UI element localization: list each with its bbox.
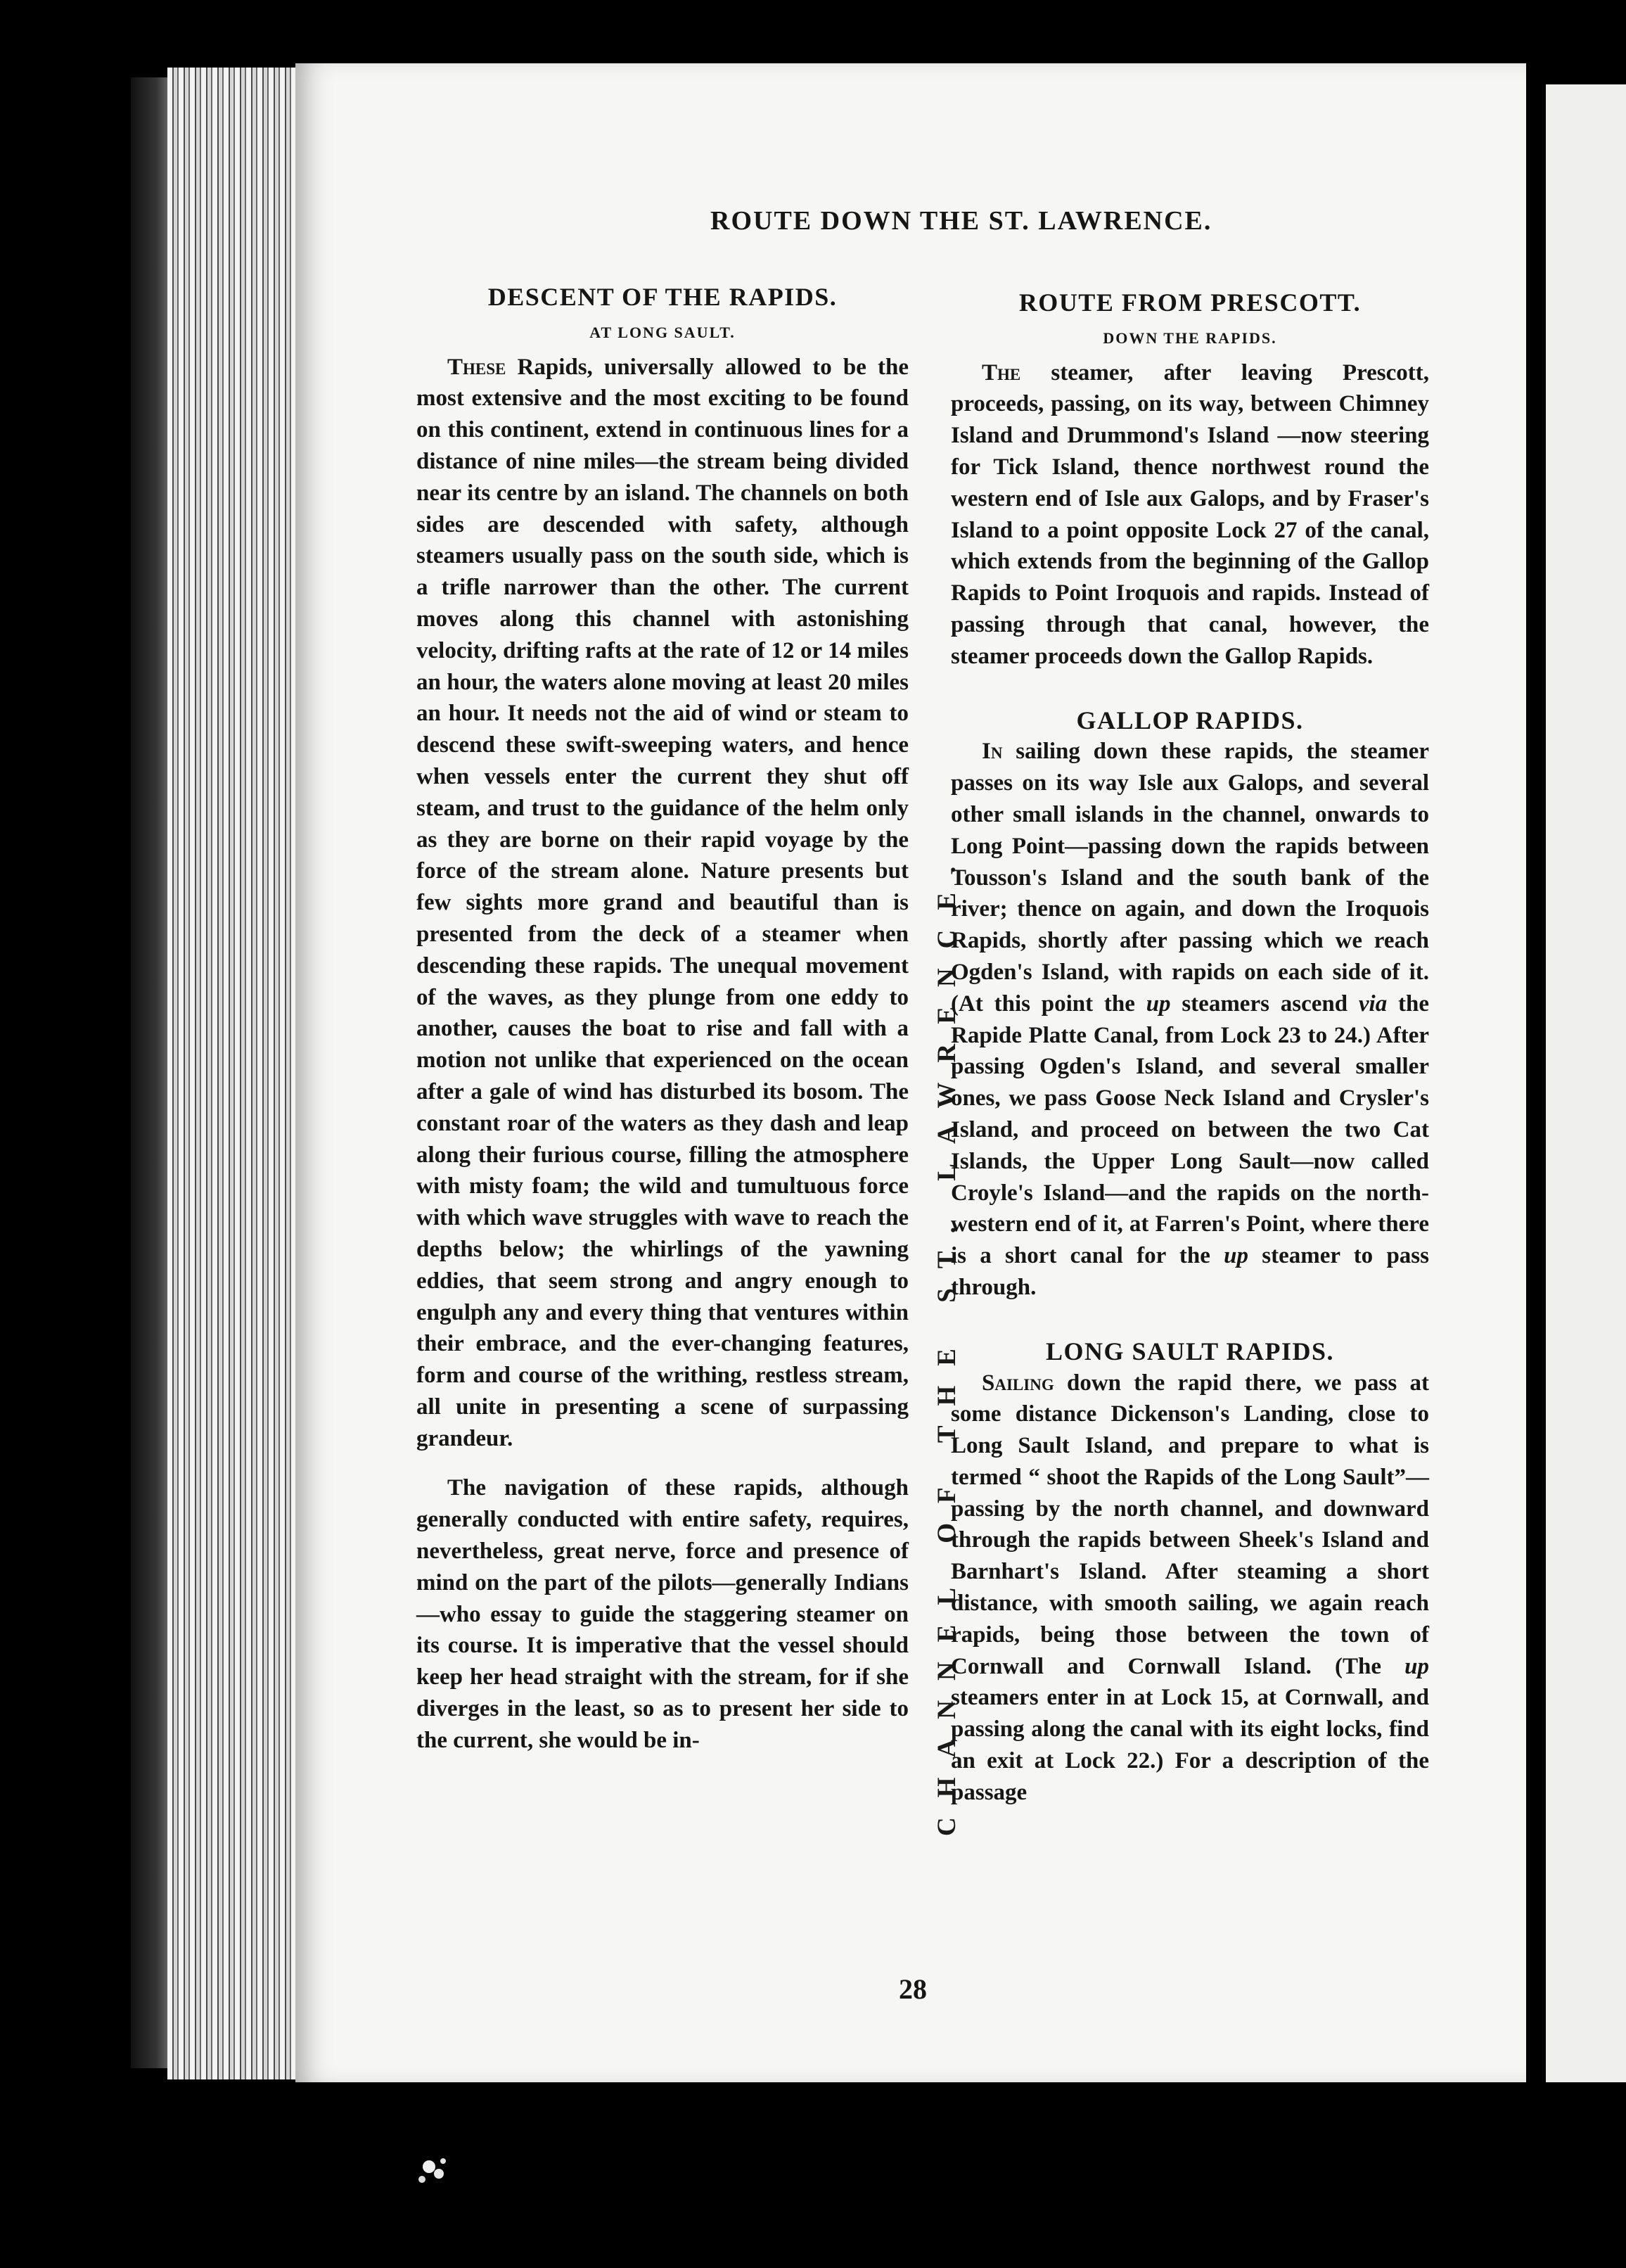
page-number: 28 [899,1973,927,2005]
book-spine-shadow [131,77,173,2068]
right-heading-3: LONG SAULT RAPIDS. [1045,1337,1335,1365]
right-paragraph-1 [951,357,1429,673]
right-para2-c: the Rapide Platte Canal, from Lock 23 to 24.) After passing Ogden's Island, and several smaller ones, we pass Goose Neck Island and Crysler's Island, and proceed on between the two Cat Islands, the Upper Long Sault—now called Croyle's Island—and the rapids on the north-western end of it, at Farren's Point, where there is a short canal for the [951,990,1429,1269]
right-column [951,287,1429,1809]
right-para3-up: up [1404,1653,1429,1679]
right-paragraph-2 [951,736,1429,1303]
right-para2-lead: In [982,739,1003,765]
right-para2-d: steamer to pass through. [951,1243,1429,1300]
right-subheading-1: DOWN THE RAPIDS. [1103,329,1277,347]
left-subheading: AT LONG SAULT. [589,323,736,341]
right-para2-a: sailing down these rapids, the steamer passes on its way Isle aux Galops, and several other small islands in the channel, onwards to Long Point—passing down the rapids between Tousson's Island and the south bank of the river; thence on again, and down the Iroquois Rapids, shortly after passing which we reach Ogden's Island, with rapids on each side of it. (At this point the [951,739,1429,1017]
dust-specks [408,2146,464,2202]
left-heading: DESCENT OF THE RAPIDS. [487,283,838,311]
right-heading-2: GALLOP RAPIDS. [1076,706,1304,734]
left-paragraph-2: The navigation of these rapids, although generally conducted with entire safety, requires, nevertheless, great nerve, force and presence of mind on the part of the pilots—generally Indians—who essay to guide the staggering steamer on its course. It is imperative that the vessel should keep her head straight with the stream, for if she diverges in the least, so as to present her side to the current, she would be in- [416,1475,909,1753]
right-heading-1: ROUTE FROM PRESCOTT. [1018,288,1362,317]
right-para3-b: steamers enter in at Lock 15, at Cornwall, and passing along the canal with its eight locks, find an exit at Lock 22.) For a description of the passage [951,1685,1429,1805]
left-para1-lead: These [447,354,506,380]
right-para1-body: steamer, after leaving Prescott, proceeds, passing, on its way, between Chimney Island and Drummond's Island —now steering for Tick Island, thence northwest round the western end of Isle aux Galops, and by Fraser's Island to a point opposite Lock 27 of the canal, which extends from the beginning of the Gallop Rapids to Point Iroquois and rapids. Instead of passing through that canal, however, the steamer proceeds down the Gallop Rapids. [951,359,1429,669]
facing-page-edge [1546,84,1626,2082]
right-para3-a: down the rapid there, we pass at some distance Dickenson's Landing, close to Long Sault Island, and prepare to what is termed “ shoot the Rapids of the Long Sault”—passing by the north channel, and downward through the rapids between Sheek's Island and Barnhart's Island. After steaming a short distance, with smooth sailing, we again reach rapids, being those between the town of Cornwall and Cornwall Island. (The [951,1370,1429,1679]
right-para1-lead: The [982,359,1021,386]
right-para2-up2: up [1224,1243,1248,1269]
left-paragraph-1 [416,352,909,1455]
right-para2-b: steamers ascend [1170,990,1359,1017]
left-para1-body: Rapids, universally allowed to be the most extensive and the most exciting to be found on this continent, extend in continuous lines for a distance of nine miles—the stream being divided near its centre by an island. The channels on both sides are descended with safety, although steamers usually pass on the south side, which is a trifle narrower than the other. The current moves along this channel with astonishing velocity, drifting rafts at the rate of 12 or 14 miles an hour, the waters alone moving at least 20 miles an hour. It needs not the aid of wind or steam to descend these swift-sweeping waters, and hence when vessels enter the current they shut off steam, and trust to the guidance of the helm only as they are borne on their rapid voyage by the force of the stream alone. Nature presents but few sights more grand and beautiful than is presented from the deck of a steamer when descending these rapids. The unequal movement of the waves, as they plunge from one eddy to another, causes the boat to rise and fall with a motion not unlike that experienced on the ocean after a gale of wind has disturbed its bosom. The constant roar of the waters as they dash and leap along their furious course, filling the atmosphere with misty foam; the wild and tumultuous force with which wave struggles with wave to reach the depths below; the whirlings of the yawning eddies, that seem strong and angry enough to engulph any and every thing that ventures within their embrace, and the ever-changing features, form and course of the writhing, restless stream, all unite in presenting a scene of surpassing grandeur. [416,354,909,1451]
right-para3-lead: Sailing [982,1370,1054,1396]
page-edges [167,68,305,2079]
running-head: ROUTE DOWN THE ST. LAWRENCE. [710,206,1212,236]
right-para2-via: via [1358,990,1388,1017]
left-column [416,281,909,1757]
right-paragraph-3 [951,1368,1429,1809]
vertical-title: CHANNEL OF THE ST. LAWRENCE. [933,846,961,1836]
right-para2-up1: up [1146,990,1171,1017]
